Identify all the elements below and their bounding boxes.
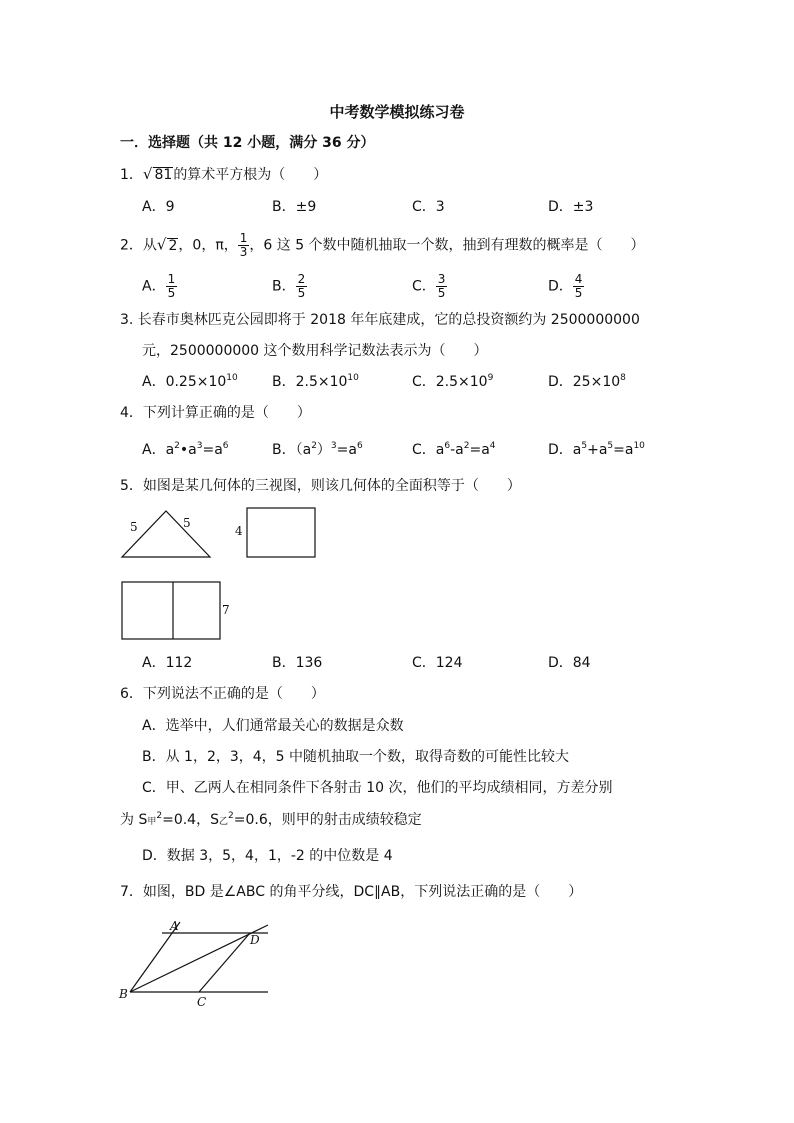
q1-option-a: A．9: [142, 199, 175, 215]
point-d-label: D: [250, 933, 260, 947]
sqrt-sign-icon: √: [142, 165, 153, 183]
q6-option-b: B．从 1，2，3，4，5 中随机抽取一个数，取得奇数的可能性比较大: [142, 749, 570, 765]
q1-radicand: 81: [154, 167, 173, 183]
q4-option-a: A．$a^2•a^3=a^6$: [142, 441, 229, 458]
q1-option-b: B．±9: [272, 199, 317, 215]
q2-option-b: B． $\frac{2}{5}$: [272, 272, 306, 300]
question-4: 4．下列计算正确的是（ ）: [120, 405, 311, 421]
triangle-right-label: 5: [183, 516, 191, 530]
q2-option-c: C． $\frac{3}{5}$: [412, 272, 446, 300]
q1-option-c: C．3: [412, 199, 445, 215]
q2-number: 2．: [120, 237, 143, 254]
q2-option-a: A． $\frac{1}{5}$: [142, 272, 176, 300]
point-c-label: C: [197, 995, 207, 1009]
q5-option-a: A．112: [142, 655, 193, 671]
question-5: 5．如图是某几何体的三视图，则该几何体的全面积等于（ ）: [120, 478, 521, 494]
q2-text-a: ，0，π，: [178, 237, 238, 254]
q4-option-b: B．$(a^2)^3=a^6$: [272, 441, 363, 458]
segment-cd: [199, 933, 250, 992]
q3-option-a: A．$0.25\times 10^{10}$: [142, 373, 238, 390]
q2-fraction: $\frac{1}{3}$: [239, 231, 248, 259]
q2-option-d: D． $\frac{4}{5}$: [548, 272, 583, 300]
q2-radicand: 2: [168, 237, 178, 254]
q3-option-d: D．$25\times 10^8$: [548, 373, 626, 390]
q2-text-b: ，6 这 5 个数中随机抽取一个数，抽到有理数的概率是（ ）: [249, 237, 645, 254]
q6-option-c-line2: 为 S甲$^2$=0.4，S乙$^2$=0.6，则甲的射击成绩较稳定: [120, 811, 422, 828]
q1-text: 的算术平方根为（ ）: [173, 167, 328, 183]
q3-line1: 3. 长春市奥林匹克公园即将于 2018 年年底建成，它的总投资额约为 2500000000: [120, 312, 640, 328]
segment-bd: [130, 925, 268, 992]
side-view-label: 4: [235, 524, 243, 538]
q3-option-c: C．$2.5\times 10^9$: [412, 373, 494, 390]
point-b-label: B: [119, 987, 128, 1001]
question-7: 7．如图，BD 是∠ABC 的角平分线，DC∥AB，下列说法正确的是（ ）: [120, 884, 583, 900]
triangle-left-label: 5: [130, 520, 138, 534]
q6-option-a: A．选举中，人们通常最关心的数据是众数: [142, 718, 404, 734]
q3-option-b: B．$2.5\times 10^{10}$: [272, 373, 359, 390]
section-heading: 一．选择题（共 12 小题，满分 36 分）: [120, 135, 375, 151]
q1-number: 1．: [120, 167, 143, 183]
question-6: 6．下列说法不正确的是（ ）: [120, 686, 325, 702]
q5-option-b: B．136: [272, 655, 323, 671]
point-a-label: A: [170, 919, 179, 933]
q6-option-c-line1: C．甲、乙两人在相同条件下各射击 10 次，他们的平均成绩相同，方差分别: [142, 780, 613, 796]
page-title: 中考数学模拟练习卷: [329, 103, 465, 121]
q5-option-c: C．124: [412, 655, 463, 671]
q6-option-d: D．数据 3，5，4，1，-2 的中位数是 4: [142, 848, 393, 864]
q3-line2: 元，2500000000 这个数用科学记数法表示为（ ）: [142, 343, 488, 359]
q1-option-d: D．±3: [548, 199, 594, 215]
q4-option-d: D．$a^5+a^5=a^{10}$: [548, 441, 645, 458]
sqrt-sign-icon: √: [156, 235, 167, 254]
front-view-label: 7: [222, 603, 230, 617]
q2-pre: 从: [142, 237, 157, 254]
q4-option-c: C．$a^6-a^2=a^4$: [412, 441, 496, 458]
q5-option-d: D．84: [548, 655, 591, 671]
